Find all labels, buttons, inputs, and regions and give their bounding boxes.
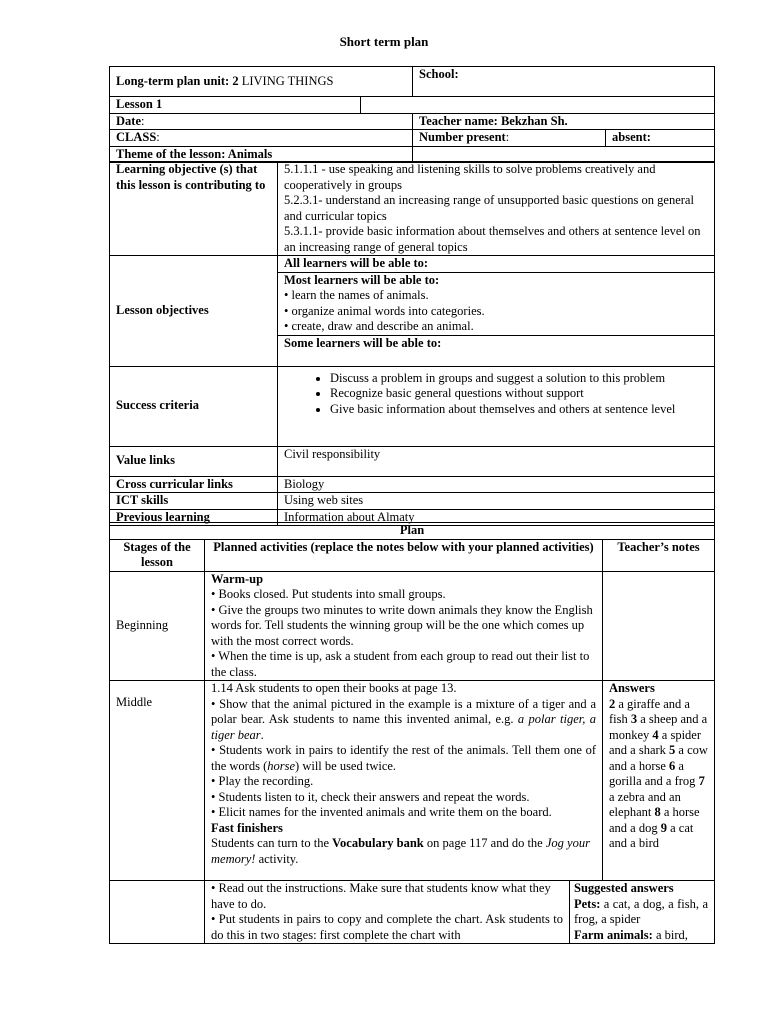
fast-finishers-part: activity. (255, 851, 299, 866)
farm-answer (574, 928, 708, 944)
answer-number: 3 (630, 712, 638, 726)
learning-objective-cell (278, 162, 715, 256)
value-links-cell (278, 446, 715, 476)
some-learners-cell (278, 335, 715, 366)
warm-up-title: Warm-up (211, 571, 264, 586)
header-table (109, 66, 715, 163)
last-line: • Read out the instructions. Make sure that students know what they have to do. (211, 881, 551, 911)
middle-line: • Students listen to it, check their answers and repeat the words. (211, 789, 530, 804)
teacher-cell (413, 113, 715, 130)
beginning-stage-cell (110, 571, 205, 681)
middle-line: 1.14 Ask students to open their books at page 13. (211, 681, 457, 695)
middle-line (211, 743, 596, 774)
jog-memory-label: Jog your memory! (211, 836, 590, 866)
last-line: • Put students in pairs to copy and complete the chart. Ask students to do this in two stages: first complete the chart with (211, 912, 563, 942)
middle-notes-cell (603, 681, 715, 881)
page-title: Short term plan (339, 34, 429, 49)
ict-skills-label: ICT skills (116, 493, 169, 507)
warm-up-line: • When the time is up, ask a student from each group to read out their list to the class. (211, 649, 590, 679)
value-links-text: Civil responsibility (284, 446, 381, 461)
previous-learning-text: Information about Almaty (284, 509, 415, 524)
middle-line: • Elicit names for the invented animals and write them on the board. (211, 805, 552, 819)
theme-label: Theme of the lesson: Animals (116, 146, 273, 161)
notes-header: Teacher’s notes (617, 539, 700, 554)
learning-objective-item: 5.2.3.1- understand an increasing range of unsupported basic questions on general and curricular topics (284, 193, 694, 223)
value-links-label: Value links (116, 453, 175, 468)
most-learners-item: • organize animal words into categories. (284, 303, 485, 318)
date-label: Date (116, 113, 141, 128)
unit-label: Long-term plan unit: 2 (116, 73, 239, 88)
answer-text: a horse and a dog (609, 805, 700, 835)
cross-curricular-label: Cross curricular links (116, 476, 233, 491)
middle-stage-cell (110, 681, 205, 881)
farm-label: Farm animals: (574, 927, 653, 942)
absent-label: absent: (612, 130, 651, 144)
answers-title: Answers (609, 681, 655, 695)
learning-objective-item: 5.3.1.1- provide basic information about themselves and others at sentence level on an increasing range of general topics (284, 224, 701, 254)
answer-number: 2 (609, 696, 616, 711)
answer-number: 4 (652, 727, 659, 742)
activities-header-cell (205, 539, 603, 571)
class-colon: : (156, 130, 160, 144)
answers-list (609, 697, 708, 851)
most-learners-cell (278, 272, 715, 335)
pets-label: Pets: (574, 896, 601, 911)
teacher-name: Teacher name: Bekzhan Sh. (419, 113, 568, 128)
answer-text: a sheep and a monkey (609, 712, 708, 742)
answer-text: a cow and a horse (609, 743, 708, 773)
absent-cell (606, 130, 715, 147)
previous-learning-label: Previous learning (116, 509, 210, 524)
answer-text: a giraffe and a fish (609, 696, 690, 726)
middle-stage: Middle (116, 695, 153, 709)
stages-header: Stages of the lesson (123, 539, 191, 569)
beginning-activities-cell (205, 571, 603, 681)
lesson-empty-cell (361, 97, 715, 114)
unit-cell (110, 67, 413, 97)
learning-objective-item: 5.1.1.1 - use speaking and listening skills to solve problems creatively and cooperatively in groups (284, 162, 656, 192)
success-criteria-label-cell (110, 366, 278, 446)
middle-line (211, 697, 596, 744)
pets-text: a cat, a dog, a fish, a frog, a spider (574, 896, 708, 926)
middle-line-text: • Show that the animal pictured in the example is a mixture of a tiger and a polar bear. Ask students to name this invented animal, e.g. (211, 696, 596, 726)
middle-line-example: horse (267, 758, 296, 773)
stages-header-cell (110, 539, 205, 571)
answer-number: 8 (654, 805, 661, 819)
all-learners-label: All learners will be able to: (284, 256, 429, 270)
plan-heading-cell (110, 523, 715, 540)
school-cell (413, 67, 715, 97)
number-present-label: Number present (419, 130, 506, 144)
success-criteria-item: • Give basic information about themselves and others at sentence level (330, 402, 708, 418)
date-colon: : (141, 113, 145, 128)
beginning-notes-cell (603, 571, 715, 681)
middle-line-example: a polar tiger, a tiger bear (211, 712, 596, 742)
cross-curricular-text: Biology (284, 476, 325, 491)
date-cell (110, 113, 413, 130)
lesson-objectives-label-cell (110, 256, 278, 367)
objectives-table (109, 161, 715, 526)
learning-objective-label-cell (110, 162, 278, 256)
some-learners-label: Some learners will be able to: (284, 335, 442, 350)
last-activities-cell (205, 881, 570, 944)
middle-line: • Play the recording. (211, 774, 314, 788)
answer-number: 6 (669, 758, 676, 773)
beginning-stage: Beginning (116, 618, 169, 632)
notes-header-cell (603, 539, 715, 571)
farm-text: a bird, (652, 927, 688, 942)
number-present-colon: : (505, 130, 510, 144)
answer-text: a zebra and an elephant (609, 789, 681, 819)
success-criteria-cell (278, 366, 715, 446)
ict-skills-cell (278, 493, 715, 510)
answer-number: 9 (660, 820, 667, 835)
suggested-answers-title: Suggested answers (574, 881, 674, 895)
middle-line-text: • Students work in pairs to identify the rest of the animals. Tell them one of the words ( (211, 743, 596, 773)
success-criteria-item: • Discuss a problem in groups and suggest a solution to this problem (330, 371, 708, 387)
activities-header: Planned activities (replace the notes below with your planned activities) (213, 539, 594, 554)
answer-text: a spider and a shark (609, 727, 702, 757)
answer-number: 7 (698, 774, 705, 788)
ict-skills-label-cell (110, 493, 278, 510)
warm-up-line: • Books closed. Put students into small groups. (211, 587, 446, 601)
warm-up-line: • Give the groups two minutes to write down animals they know the English words for. Tell students the winning group will be the one which comes up with the most correct words. (211, 602, 593, 648)
fast-finishers-title: Fast finishers (211, 820, 283, 835)
middle-line-text: . (260, 727, 264, 742)
middle-activities-cell (205, 681, 603, 881)
pets-answer (574, 897, 708, 928)
fast-finishers-part: on page 117 and do the (423, 836, 546, 850)
last-stage-cell (110, 881, 205, 944)
lesson-objectives-label: Lesson objectives (116, 303, 209, 317)
ict-skills-text: Using web sites (284, 493, 364, 507)
answer-text: a gorilla and a frog (609, 758, 699, 788)
fast-finishers-text (211, 836, 596, 867)
answer-number: 5 (669, 743, 676, 757)
success-criteria-label: Success criteria (116, 398, 199, 413)
value-links-label-cell (110, 446, 278, 476)
plan-heading: Plan (399, 523, 425, 537)
all-learners-cell (278, 256, 715, 273)
learning-objective-label: Learning objective (s) that this lesson is contributing to (116, 162, 266, 192)
class-label: CLASS (116, 130, 157, 144)
last-notes-cell (570, 881, 715, 944)
middle-line-text: ) will be used twice. (295, 758, 397, 773)
fast-finishers-part: Students can turn to the (211, 836, 333, 850)
most-learners-item: • learn the names of animals. (284, 288, 429, 302)
cross-curricular-label-cell (110, 476, 278, 493)
cross-curricular-cell (278, 476, 715, 493)
answer-text: a cat and a bird (609, 820, 694, 850)
lesson-number: Lesson 1 (116, 97, 163, 111)
class-cell (110, 130, 413, 147)
plan-table (109, 522, 715, 944)
number-present-cell (413, 130, 606, 147)
success-criteria-item: • Recognize basic general questions without support (330, 386, 708, 402)
school-label: School: (419, 67, 459, 81)
lesson-cell (110, 97, 361, 114)
unit-value: LIVING THINGS (238, 73, 334, 88)
most-learners-label: Most learners will be able to: (284, 272, 440, 287)
vocabulary-bank-label: Vocabulary bank (332, 836, 424, 850)
most-learners-item: • create, draw and describe an animal. (284, 319, 474, 333)
success-criteria-list (284, 371, 708, 418)
